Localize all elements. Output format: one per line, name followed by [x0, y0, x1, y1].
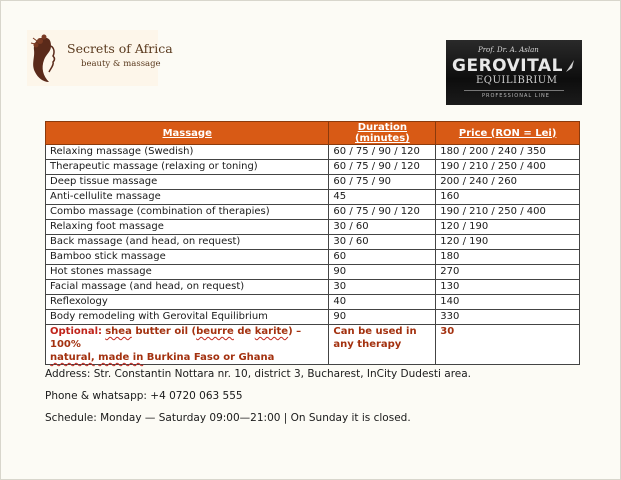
massage-price: 200 / 240 / 260 — [436, 175, 580, 190]
massage-duration: 60 / 75 / 90 / 120 — [329, 145, 436, 160]
massage-price: 190 / 210 / 250 / 400 — [436, 205, 580, 220]
table-row — [46, 310, 580, 325]
massage-duration: 30 / 60 — [329, 235, 436, 250]
massage-name: Back massage (and head, on request) — [46, 235, 329, 250]
beurre-word: beurre — [196, 326, 234, 337]
header-massage: Massage — [46, 122, 329, 145]
gerovital-tagline: PROFESSIONAL LINE — [482, 93, 550, 99]
massage-price: 120 / 190 — [436, 220, 580, 235]
header-price: Price (RON = Lei) — [436, 122, 580, 145]
massage-name: Therapeutic massage (relaxing or toning) — [46, 160, 329, 175]
massage-price: 270 — [436, 265, 580, 280]
massage-duration: 90 — [329, 310, 436, 325]
butter-oil-text: butter oil ( — [135, 326, 197, 337]
massage-price: 330 — [436, 310, 580, 325]
logo-subtitle: beauty & massage — [81, 59, 161, 69]
table-row — [46, 235, 580, 250]
schedule-text: Schedule: Monday — Saturday 09:00—21:00 | On Sunday it is closed. — [45, 412, 411, 424]
header-duration: Duration (minutes) — [329, 122, 436, 145]
massage-name: Deep tissue massage — [46, 175, 329, 190]
gerovital-subtitle: EQUILIBRIUM — [476, 75, 558, 86]
woman-silhouette-icon — [29, 32, 65, 84]
massage-name: Hot stones massage — [46, 265, 329, 280]
massage-price: 180 / 200 / 240 / 350 — [436, 145, 580, 160]
massage-duration: 90 — [329, 265, 436, 280]
gerovital-title: GEROVITAL — [452, 56, 563, 76]
massage-duration: 45 — [329, 190, 436, 205]
massage-price: 160 — [436, 190, 580, 205]
optional-price: 30 — [436, 325, 580, 365]
made-in-text: made in — [98, 352, 144, 363]
massage-duration: 60 / 75 / 90 / 120 — [329, 160, 436, 175]
massage-name: Bamboo stick massage — [46, 250, 329, 265]
massage-duration: 60 / 75 / 90 — [329, 175, 436, 190]
table-row — [46, 295, 580, 310]
massage-name: Reflexology — [46, 295, 329, 310]
origin-text: Burkina Faso or Ghana — [146, 352, 275, 363]
massage-duration: 60 — [329, 250, 436, 265]
massage-name: Relaxing massage (Swedish) — [46, 145, 329, 160]
karite-word: karite — [254, 326, 289, 337]
massage-price: 190 / 210 / 250 / 400 — [436, 160, 580, 175]
table-row — [46, 190, 580, 205]
table-row — [46, 145, 580, 160]
table-header-row — [46, 122, 580, 145]
massage-price: 120 / 190 — [436, 235, 580, 250]
de-word: de — [237, 326, 252, 337]
optional-row — [46, 325, 580, 365]
optional-description — [46, 325, 329, 365]
address-text: Address: Str. Constantin Nottara nr. 10, district 3, Bucharest, InCity Dudesti area. — [45, 368, 472, 380]
percent-text: ) – 100% — [50, 326, 302, 350]
massage-name: Combo massage (combination of therapies) — [46, 205, 329, 220]
price-table — [45, 121, 580, 365]
massage-duration: 60 / 75 / 90 / 120 — [329, 205, 436, 220]
table-row — [46, 205, 580, 220]
natural-word: natural, — [50, 352, 95, 363]
massage-name: Facial massage (and head, on request) — [46, 280, 329, 295]
shea-word: shea — [105, 326, 132, 337]
phone-text: Phone & whatsapp: +4 0720 063 555 — [45, 390, 243, 402]
table-row — [46, 220, 580, 235]
table-row — [46, 250, 580, 265]
table-row — [46, 265, 580, 280]
table-row — [46, 160, 580, 175]
logo-title: Secrets of Africa — [67, 41, 173, 56]
massage-duration: 30 / 60 — [329, 220, 436, 235]
massage-price: 180 — [436, 250, 580, 265]
optional-label: Optional: — [50, 326, 103, 337]
gerovital-signature: Prof. Dr. A. Aslan — [478, 46, 539, 54]
gerovital-divider — [464, 90, 564, 91]
massage-price: 130 — [436, 280, 580, 295]
massage-duration: 30 — [329, 280, 436, 295]
secrets-of-africa-logo — [27, 30, 173, 86]
massage-name: Body remodeling with Gerovital Equilibrium — [46, 310, 329, 325]
gerovital-logo — [446, 40, 582, 105]
table-row — [46, 280, 580, 295]
table-row — [46, 175, 580, 190]
massage-name: Anti-cellulite massage — [46, 190, 329, 205]
massage-price: 140 — [436, 295, 580, 310]
massage-name: Relaxing foot massage — [46, 220, 329, 235]
massage-duration: 40 — [329, 295, 436, 310]
gerovital-star-icon — [564, 58, 576, 74]
optional-duration: Can be used in any therapy — [329, 325, 436, 365]
